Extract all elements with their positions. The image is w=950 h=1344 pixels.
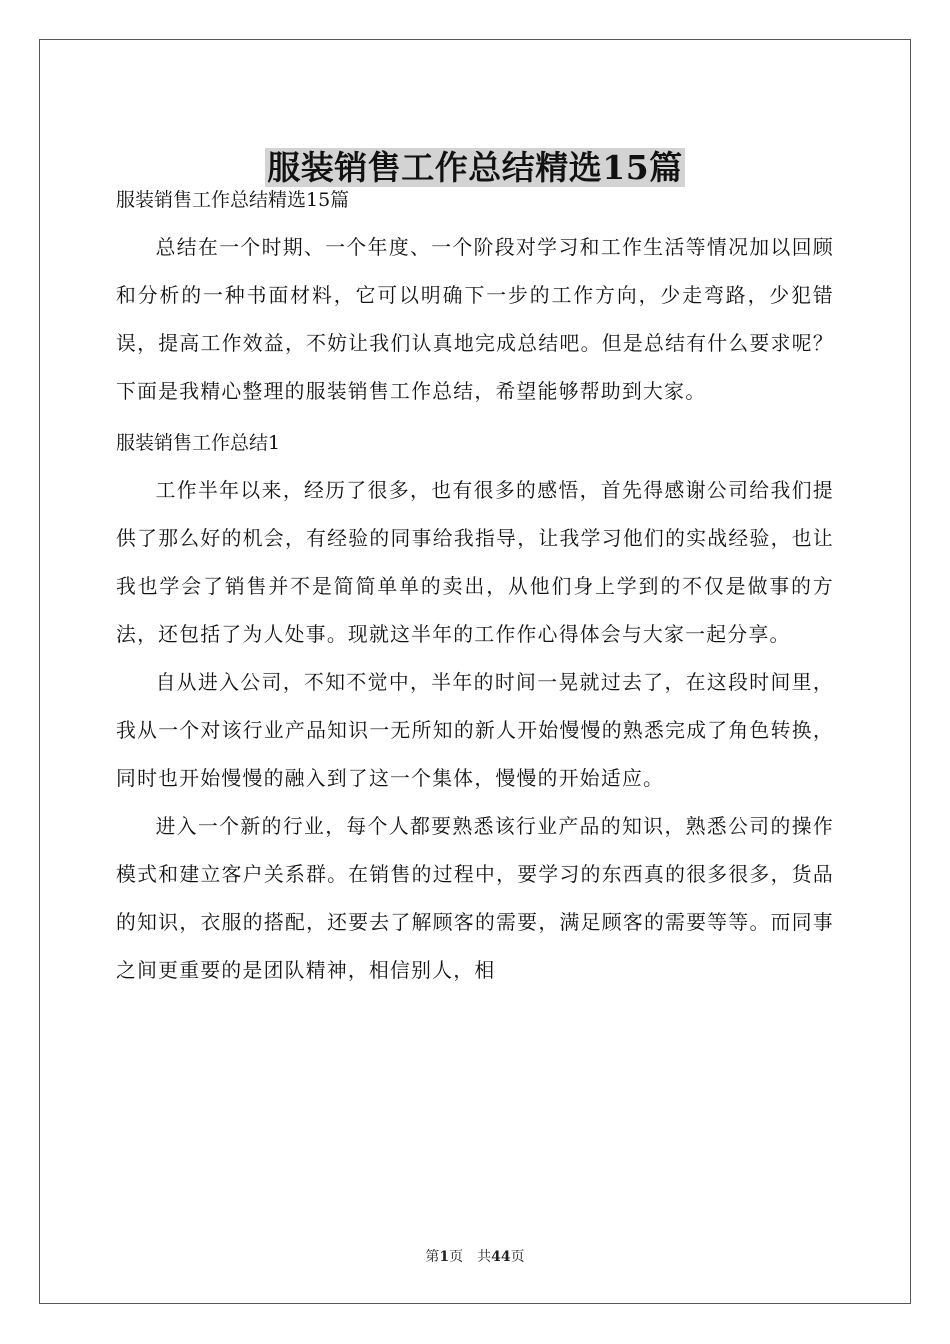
- footer-page-total: 44: [491, 1249, 511, 1265]
- body-paragraph-2: 自从进入公司，不知不觉中，半年的时间一晃就过去了，在这段时间里，我从一个对该行业产品知识一无所知的新人开始慢慢的熟悉完成了角色转换，同时也开始慢慢的融入到了这一个集体，慢慢的开始适应。: [116, 671, 834, 790]
- document-title-text: 服装销售工作总结精选15篇: [267, 148, 683, 188]
- document-subtitle: 服装销售工作总结精选15篇: [116, 189, 350, 211]
- body-paragraph-1: 工作半年以来，经历了很多，也有很多的感悟，首先得感谢公司给我们提供了那么好的机会，有经验的同事给我指导，让我学习他们的实战经验，也让我也学会了销售并不是简简单单的卖出，从他们身上学到的不仅是做事的方法，还包括了为人处事。现就这半年的工作作心得体会与大家一起分享。: [116, 479, 834, 646]
- footer-page-prefix: 第: [425, 1249, 440, 1265]
- section-heading: 服装销售工作总结1: [116, 432, 281, 454]
- document-body: [116, 176, 834, 995]
- footer-page-suffix: 页: [510, 1249, 525, 1265]
- body-paragraph-3: 进入一个新的行业，每个人都要熟悉该行业产品的知识，熟悉公司的操作模式和建立客户关系群。在销售的过程中，要学习的东西真的很多很多，货品的知识，衣服的搭配，还要去了解顾客的需要，满足顾客的需要等等。而同事之间更重要的是团队精神，相信别人，相: [116, 815, 834, 982]
- intro-paragraph: 总结在一个时期、一个年度、一个阶段对学习和工作生活等情况加以回顾和分析的一种书面材料，它可以明确下一步的工作方向，少走弯路，少犯错误，提高工作效益，不妨让我们认真地完成总结吧。但是总结有什么要求呢？下面是我精心整理的服装销售工作总结，希望能够帮助到大家。: [116, 236, 834, 403]
- page-footer: [0, 1247, 950, 1267]
- footer-page-current: 1: [439, 1249, 450, 1265]
- footer-page-mid: 页 共: [449, 1249, 492, 1265]
